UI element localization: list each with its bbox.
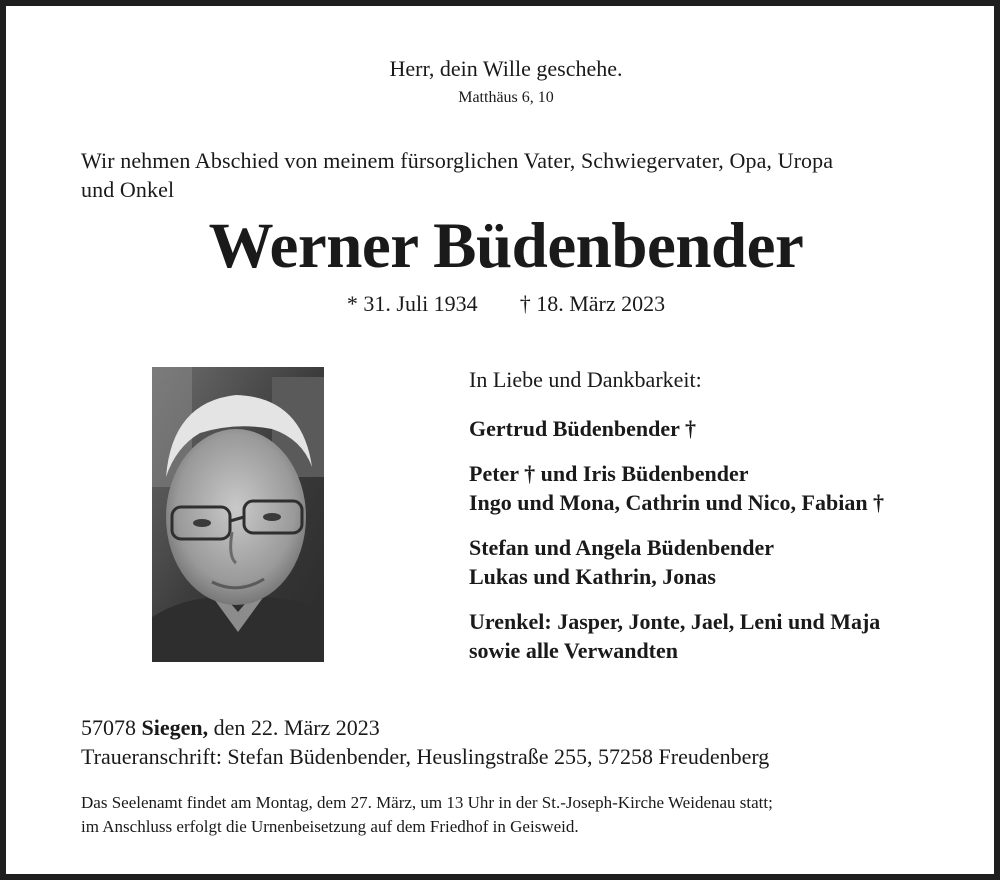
intro-line: und Onkel <box>81 177 175 202</box>
mourner-group <box>469 459 969 517</box>
place-date-line <box>81 713 951 742</box>
mourners-list <box>469 366 969 681</box>
portrait-photo <box>152 367 324 662</box>
mourner-group <box>469 533 969 591</box>
intro-line: Wir nehmen Abschied von meinem fürsorglichen Vater, Schwiegervater, Opa, Uropa <box>81 148 834 173</box>
bible-quote: Herr, dein Wille geschehe. <box>389 56 623 81</box>
postcode: 57078 <box>81 715 136 740</box>
mourner-line: Gertrud Büdenbender † <box>469 416 696 441</box>
mourner-line: Urenkel: Jasper, Jonte, Jael, Leni und Maja <box>469 609 881 634</box>
mourner-line: Lukas und Kathrin, Jonas <box>469 564 716 589</box>
place-and-address <box>81 713 951 771</box>
mourners-lead: In Liebe und Dankbarkeit: <box>469 367 702 392</box>
mourner-group <box>469 414 969 443</box>
mourner-group <box>469 607 969 665</box>
service-line: im Anschluss erfolgt die Urnenbeisetzung auf dem Friedhof in Geisweid. <box>81 817 579 836</box>
mourner-line: Peter † und Iris Büdenbender <box>469 461 749 486</box>
farewell-intro <box>81 146 941 204</box>
bible-reference: Matthäus 6, 10 <box>458 89 554 106</box>
portrait-image <box>152 367 324 662</box>
service-line: Das Seelenamt findet am Montag, dem 27. März, um 13 Uhr in der St.-Joseph-Kirche Weidenau statt; <box>81 793 773 812</box>
service-info <box>81 791 961 839</box>
mourner-line: Ingo und Mona, Cathrin und Nico, Fabian † <box>469 490 885 515</box>
mourning-address: Traueranschrift: Stefan Büdenbender, Heuslingstraße 255, 57258 Freudenberg <box>81 744 770 769</box>
notice-date: den 22. März 2023 <box>213 715 380 740</box>
mourner-line: Stefan und Angela Büdenbender <box>469 535 775 560</box>
death-date: † 18. März 2023 <box>519 291 666 316</box>
birth-date: * 31. Juli 1934 <box>346 291 478 316</box>
mourner-line: sowie alle Verwandten <box>469 638 678 663</box>
deceased-name: Werner Büdenbender <box>208 210 804 282</box>
life-dates <box>6 291 1000 317</box>
city: Siegen, <box>141 715 209 740</box>
